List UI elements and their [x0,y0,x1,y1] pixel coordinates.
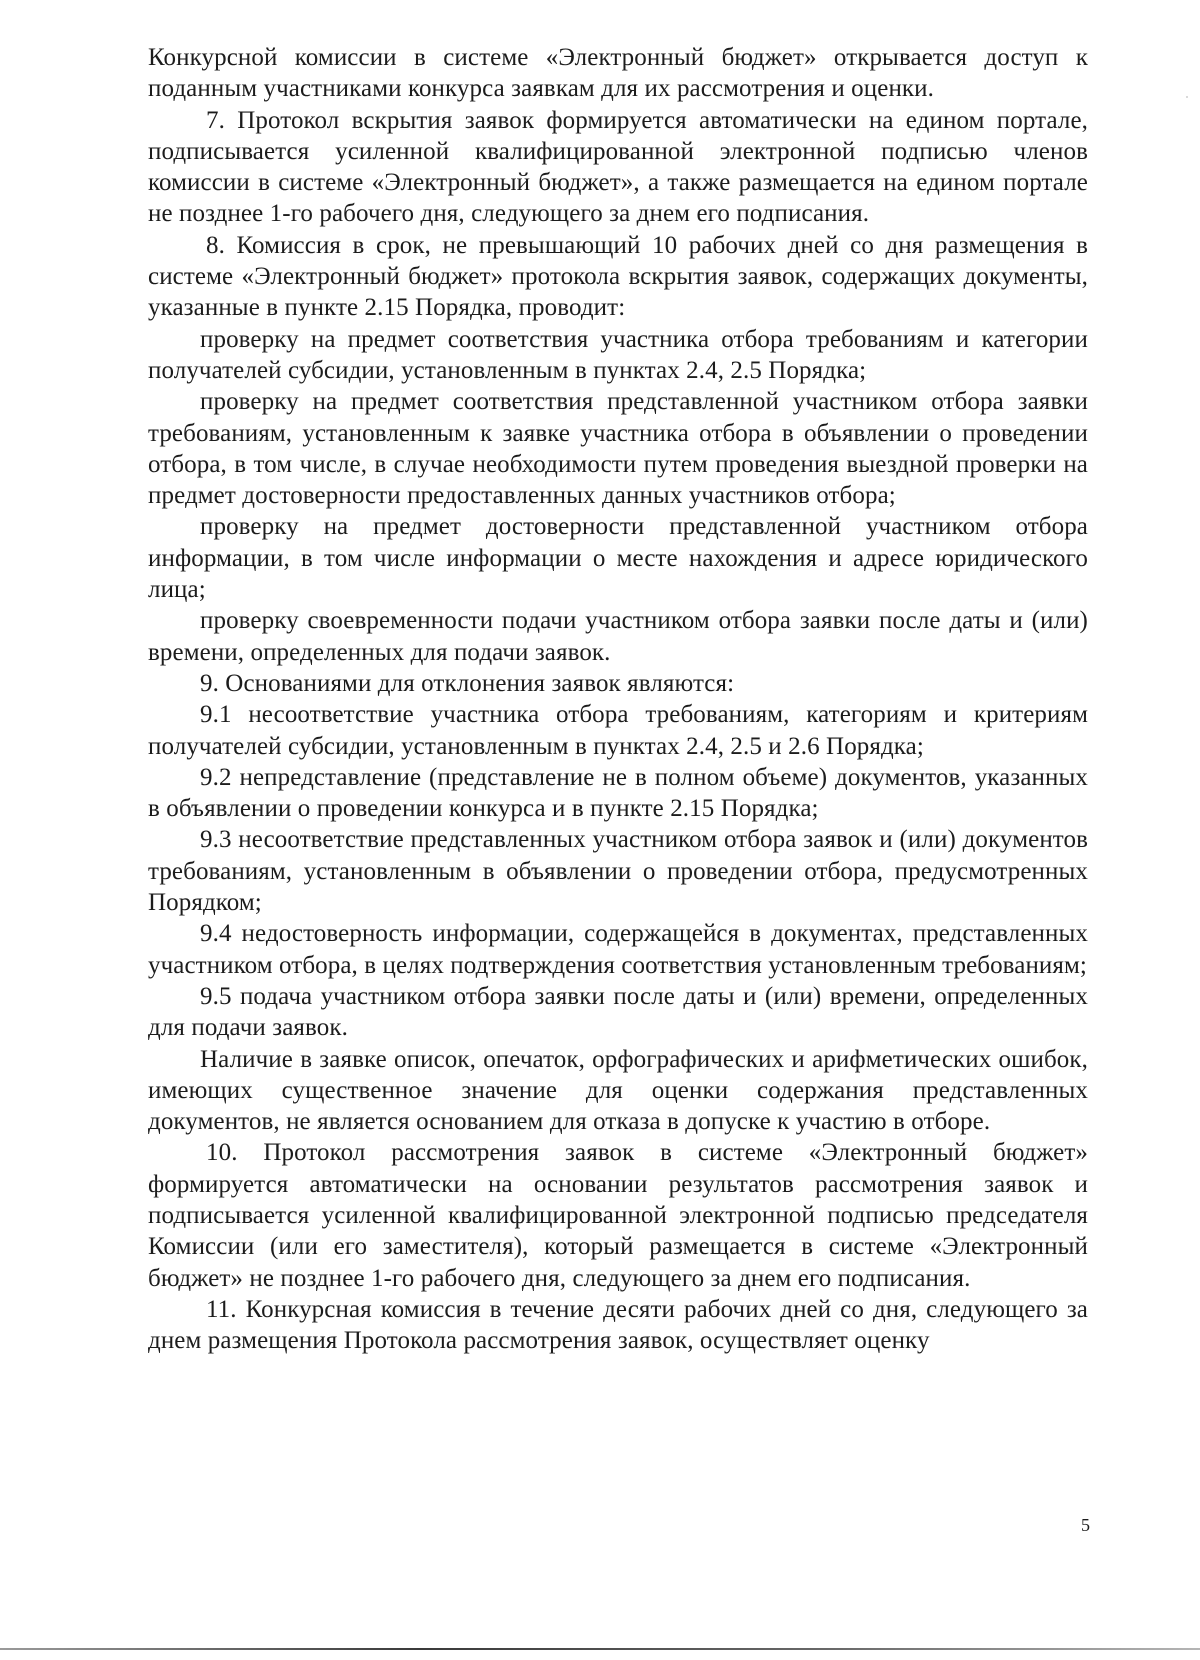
paragraph-item-9: 9. Основаниями для отклонения заявок являются: [200,669,735,697]
paragraph-check-reliability: проверку на предмет достоверности представленной участником отбора информации, в том числе информации о месте нахождения и адресе юридического лица; [148,513,1088,604]
paragraph-item-11: 11. Конкурсная комиссия в течение десяти рабочих дней со дня, следующего за днем размещения Протокола рассмотрения заявок, осуществляет оценку [148,1295,1088,1355]
paragraph-item-9-5: 9.5 подача участником отбора заявки после даты и (или) времени, определенных для подачи заявок. [148,982,1088,1042]
scan-bottom-edge [0,1648,1200,1650]
paragraph-item-9-2: 9.2 непредставление (представление не в полном объеме) документов, указанных в объявлении о проведении конкурса и в пункте 2.15 Порядка; [148,763,1088,823]
paragraph-check-timeliness: проверку своевременности подачи участником отбора заявки после даты и (или) времени, определенных для подачи заявок. [148,607,1088,666]
paragraph-item-8: 8. Комиссия в срок, не превышающий 10 рабочих дней со дня размещения в системе «Электронный бюджет» протокола вскрытия заявок, содержащих документы, указанные в пункте 2.15 Порядка, проводит: [148,231,1088,322]
paragraph-item-9-4: 9.4 недостоверность информации, содержащейся в документах, представленных участником отбора, в целях подтверждения соответствия установленным требованиям; [148,920,1088,979]
document-page [148,42,1088,1356]
paragraph-check-application: проверку на предмет соответствия представленной участником отбора заявки требованиям, установленным к заявке участника отбора в объявлении о проведении отбора, в том числе, в случае необходимости путем проведения выездной проверки на предмет достоверности предоставленных данных участников отбора; [148,388,1088,510]
paragraph-commission-access: Конкурсной комиссии в системе «Электронный бюджет» открывается доступ к поданным участниками конкурса заявкам для их рассмотрения и оценки. [148,44,1088,103]
paragraph-typos-note: Наличие в заявке описок, опечаток, орфографических и арифметических ошибок, имеющих существенное значение для оценки содержания представленных документов, не является основанием для отказа в допуске к участию в отборе. [148,1045,1088,1136]
paragraph-item-7: 7. Протокол вскрытия заявок формируется автоматически на едином портале, подписывается усиленной квалифицированной электронной подписью членов комиссии в системе «Электронный бюджет», а также размещается на едином портале не позднее 1-го рабочего дня, следующего за днем его подписания. [148,106,1088,228]
scan-speck [1186,96,1188,98]
paragraph-item-9-3: 9.3 несоответствие представленных участником отбора заявок и (или) документов требованиям, установленным в объявлении о проведении отбора, предусмотренных Порядком; [148,826,1088,917]
paragraph-check-compliance: проверку на предмет соответствия участника отбора требованиям и категории получателей субсидии, установленным в пунктах 2.4, 2.5 Порядка; [148,325,1088,384]
page-number: 5 [1081,1515,1090,1535]
paragraph-item-10: 10. Протокол рассмотрения заявок в системе «Электронный бюджет» формируется автоматически на основании результатов рассмотрения заявок и подписывается усиленной квалифицированной электронной подписью председателя Комиссии (или его заместителя), который размещается в системе «Электронный бюджет» не позднее 1-го рабочего дня, следующего за днем его подписания. [148,1139,1088,1292]
paragraph-item-9-1: 9.1 несоответствие участника отбора требованиям, категориям и критериям получателей субсидии, установленным в пунктах 2.4, 2.5 и 2.6 Порядка; [148,701,1088,760]
